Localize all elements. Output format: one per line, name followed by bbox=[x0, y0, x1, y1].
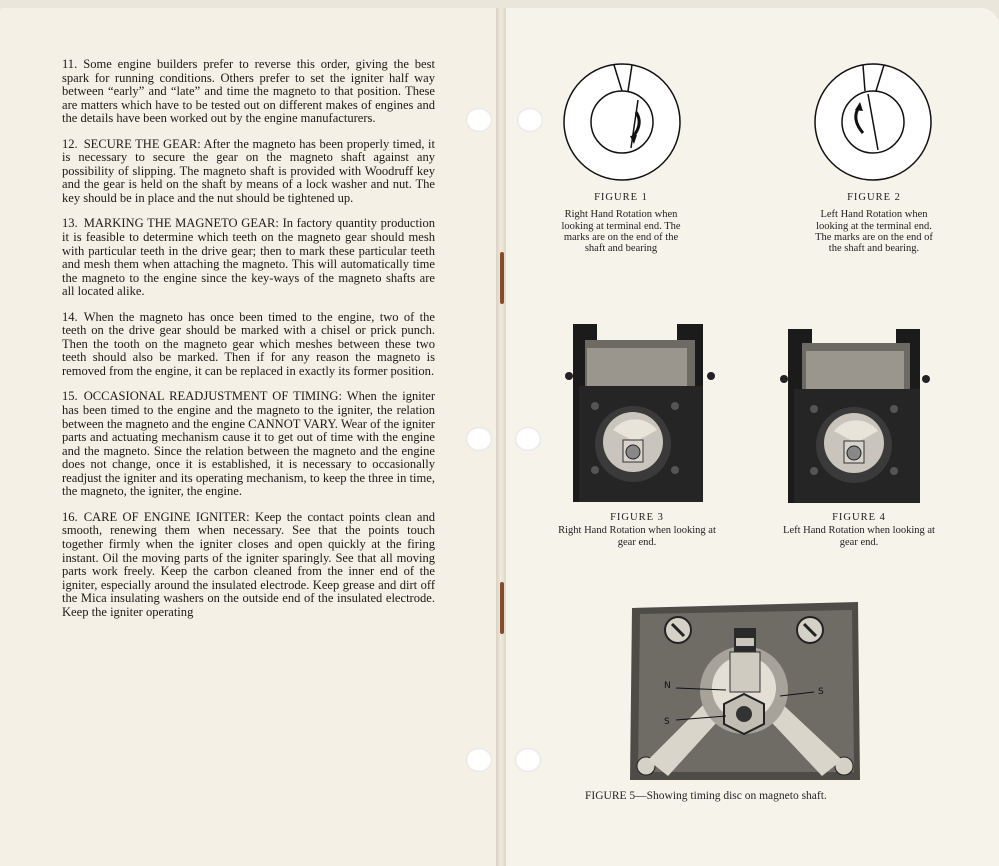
paragraph-text: OCCASIONAL READJUSTMENT OF TIMING: When the igniter has been timed to the engine and the magneto to the igniter, the relation between the magneto and the engine CANNOT VARY. Wear of the igniter parts and actuating mechanism cause it to get out of time with the engine and the magneto. Since the relation between the magneto and the engine does not change, once it is established, it is necessary to occasionally readjust the igniter and its operating mechanism, to keep the three in time, the magneto, the igniter, the engine. bbox=[62, 389, 435, 499]
binder-hole bbox=[515, 748, 541, 772]
figure-1-caption bbox=[560, 192, 682, 254]
figure-1-diagram bbox=[561, 62, 683, 182]
figure-4-photo bbox=[780, 325, 930, 505]
staple bbox=[500, 252, 504, 304]
figure-2-label: FIGURE 2 bbox=[847, 192, 901, 203]
binder-hole bbox=[515, 427, 541, 451]
figure-5-caption: FIGURE 5—Showing timing disc on magneto shaft. bbox=[585, 790, 827, 802]
figure-2-diagram bbox=[812, 62, 934, 182]
figure-4-label: FIGURE 4 bbox=[832, 512, 886, 523]
paragraph-number: 16. bbox=[62, 509, 78, 524]
paragraph-text: Some engine builders prefer to reverse this order, giving the best spark for running conditions. Others prefer to set the igniter half way between “early” and “late” and time the magneto to that position. These are matters which have to be tested out on different makes of engines and the details have been worked out by the engine manufacturers. bbox=[62, 57, 435, 126]
paragraph-12 bbox=[62, 138, 435, 206]
figure-3-text: Right Hand Rotation when looking at gear end. bbox=[558, 525, 716, 548]
figure-5-mark-n: N bbox=[664, 681, 671, 691]
paragraph-text: SECURE THE GEAR: After the magneto has been properly timed, it is necessary to secure the gear on the magneto shaft against any possibility of slipping. The magneto shaft is provided with Woodruff key and the gear is held on the shaft by means of a lock washer and nut. The key should be in place and the nut should be tightened up. bbox=[62, 136, 435, 205]
paragraph-number: 12. bbox=[62, 136, 78, 151]
staple bbox=[500, 582, 504, 634]
paragraph-number: 13. bbox=[62, 216, 78, 231]
figure-2-text: Left Hand Rotation when looking at the terminal end. The marks are on the end of the shaft and bearing. bbox=[815, 209, 933, 255]
paragraph-text: CARE OF ENGINE IGNITER: Keep the contact points clean and smooth, renewing them when necessary. See that the points touch together firmly when the igniter closes and open quickly at the firing instant. Oil the moving parts of the igniter sparingly. See that all moving parts work freely. Keep the carbon cleaned from the inner end of the igniter, especially around the insulated electrode. Keep grease and dirt off the Mica insulating washers on the outside end of the insulated electrode. Keep the igniter operating bbox=[62, 509, 435, 619]
paragraph-number: 11. bbox=[62, 57, 78, 71]
figure-5-mark-s-left: S bbox=[664, 717, 670, 727]
binder-hole bbox=[466, 748, 492, 772]
binder-hole bbox=[517, 108, 543, 132]
paragraph-14 bbox=[62, 311, 435, 379]
figure-1-label: FIGURE 1 bbox=[594, 192, 648, 203]
paragraph-text: MARKING THE MAGNETO GEAR: In factory quantity production it is feasible to determine which teeth on the magneto gear should mesh with particular teeth in the drive gear; then to mark these particular teeth and mesh them when attaching the magneto. This will automatically time the magneto to the engine since the key-ways of the magneto shafts are all located alike. bbox=[62, 216, 435, 299]
paragraph-11 bbox=[62, 58, 435, 126]
figure-3-label: FIGURE 3 bbox=[610, 512, 664, 523]
figure-1-text: Right Hand Rotation when looking at terminal end. The marks are on the end of the shaft and bearing bbox=[561, 209, 681, 255]
figure-5-mark-s-right: S bbox=[818, 687, 824, 697]
figure-4-caption bbox=[778, 512, 940, 548]
paragraph-number: 15. bbox=[62, 389, 78, 404]
figure-5-photo bbox=[628, 600, 862, 782]
figure-4-text: Left Hand Rotation when looking at gear end. bbox=[783, 525, 935, 548]
figure-3-photo bbox=[565, 320, 715, 504]
binder-hole bbox=[466, 108, 492, 132]
paragraph-number: 14. bbox=[62, 309, 78, 324]
paragraph-15 bbox=[62, 390, 435, 498]
paragraph-text: When the magneto has once been timed to the engine, two of the teeth on the drive gear should be marked with a chisel or prick punch. Then the tooth on the magneto gear which meshes between these two teeth should also be marked. Then if for any reason the magneto is removed from the engine, it can be replaced in exactly its former position. bbox=[62, 309, 435, 378]
book-gutter bbox=[496, 8, 506, 866]
figure-2-caption bbox=[812, 192, 936, 254]
binder-hole bbox=[466, 427, 492, 451]
figure-3-caption bbox=[555, 512, 719, 548]
paragraph-16 bbox=[62, 511, 435, 619]
left-text-column bbox=[62, 58, 435, 631]
paragraph-13 bbox=[62, 217, 435, 298]
